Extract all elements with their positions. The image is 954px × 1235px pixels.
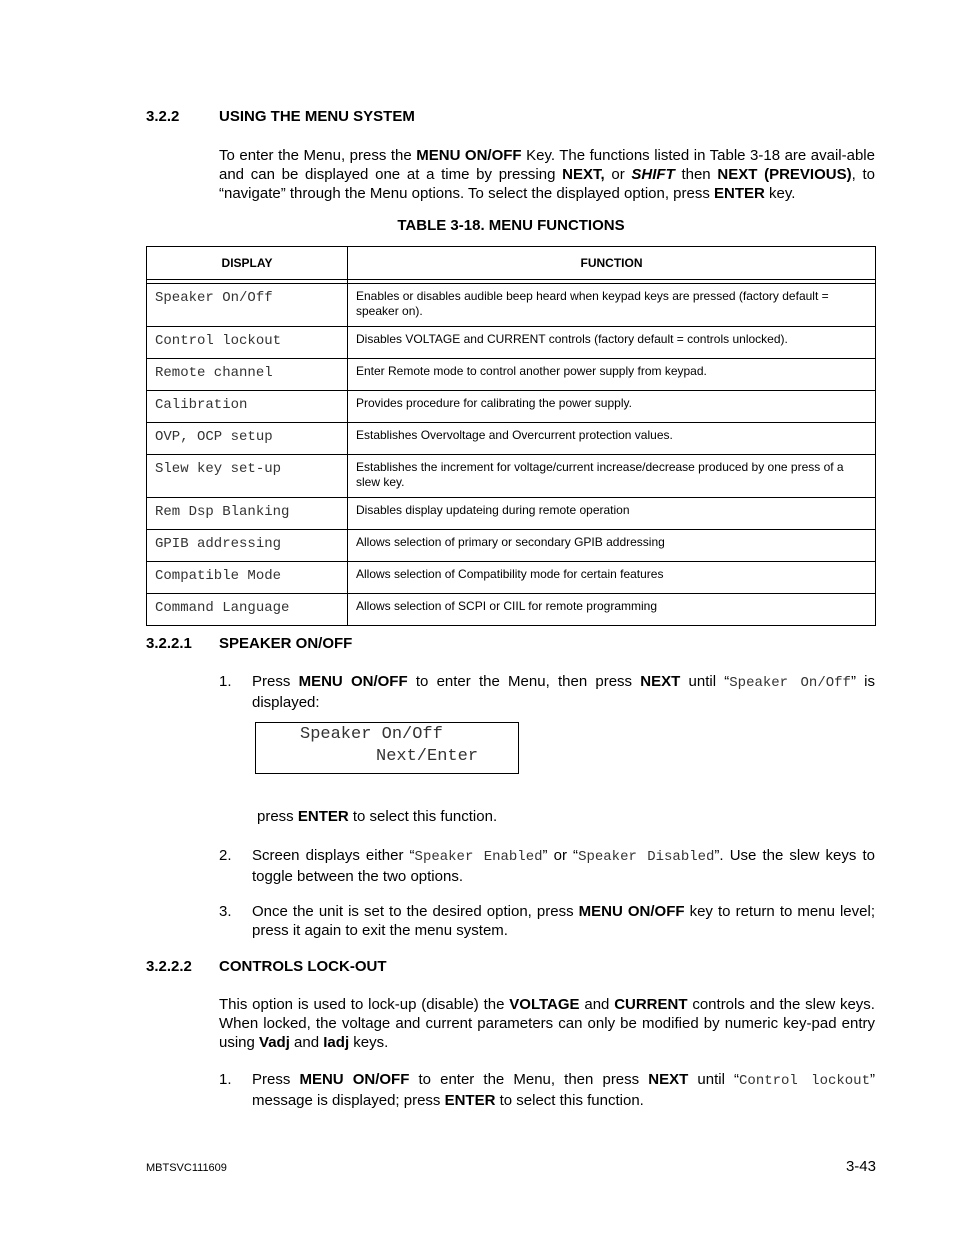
table-row — [147, 594, 876, 626]
section-title: USING THE MENU SYSTEM — [219, 108, 415, 125]
function-cell: Enter Remote mode to control another power supply from keypad. — [348, 359, 876, 391]
press-enter-text: press ENTER to select this function. — [257, 808, 498, 825]
table-row — [147, 391, 876, 423]
lockout-paragraph: This option is used to lock-up (disable) the VOLTAGE and CURRENT controls and the slew keys. When locked, the voltage and current parameters can only be modified by numeric key-pad entry using Vadj and Iadj keys. — [219, 996, 875, 1051]
display-cell: Calibration — [147, 391, 348, 423]
table-row — [147, 423, 876, 455]
header-display: DISPLAY — [147, 247, 348, 280]
function-cell: Establishes Overvoltage and Overcurrent protection values. — [348, 423, 876, 455]
section-number: 3.2.2 — [146, 108, 180, 125]
function-cell: Disables display updateing during remote operation — [348, 498, 876, 530]
table-row — [147, 562, 876, 594]
display-cell: Compatible Mode — [147, 562, 348, 594]
subsection-number: 3.2.2.1 — [146, 635, 192, 652]
subsection-title: SPEAKER ON/OFF — [219, 635, 353, 652]
display-cell: Slew key set-up — [147, 455, 348, 498]
page-number: 3-43 — [845, 1158, 876, 1175]
table-row — [147, 284, 876, 327]
speaker-step-1: 1. Press MENU ON/OFF to enter the Menu, then press NEXT until “Speaker On/Off” is displayed: — [219, 673, 876, 711]
function-cell: Establishes the increment for voltage/current increase/decrease produced by one press of a slew key. — [348, 455, 876, 498]
document-id: MBTSVC111609 — [146, 1162, 227, 1174]
subsection-number: 3.2.2.2 — [146, 958, 192, 975]
lcd-line-1: Speaker On/Off — [300, 725, 443, 744]
display-cell: GPIB addressing — [147, 530, 348, 562]
header-function: FUNCTION — [348, 247, 876, 280]
menu-functions-table — [146, 246, 876, 626]
display-cell: Remote channel — [147, 359, 348, 391]
table-header-row — [147, 247, 876, 280]
step-number: 1. — [219, 1071, 232, 1088]
function-cell: Disables VOLTAGE and CURRENT controls (factory default = controls unlocked). — [348, 327, 876, 359]
table-caption: TABLE 3-18. MENU FUNCTIONS — [397, 217, 625, 234]
display-cell: Speaker On/Off — [147, 284, 348, 327]
lockout-step-1: 1. Press MENU ON/OFF to enter the Menu, then press NEXT until “Control lockout” message is displayed; press ENTER to select this function. — [219, 1071, 875, 1109]
lcd-display — [255, 722, 519, 774]
display-cell: OVP, OCP setup — [147, 423, 348, 455]
table-row — [147, 530, 876, 562]
step-number: 2. — [219, 847, 232, 864]
table-row — [147, 327, 876, 359]
lcd-line-2: Next/Enter — [376, 747, 479, 766]
speaker-step-3: 3. Once the unit is set to the desired option, press MENU ON/OFF key to return to menu level; press it again to exit the menu system. — [219, 903, 875, 939]
function-cell: Enables or disables audible beep heard when keypad keys are pressed (factory default = speaker on). — [348, 284, 876, 327]
intro-paragraph: To enter the Menu, press the MENU ON/OFF Key. The functions listed in Table 3-18 are avail-able and can be displayed one at a time by pressing NEXT, or SHIFT then NEXT (PREVIOUS), to “navigate” through the Menu options. To select the displayed option, press ENTER key. — [219, 147, 875, 202]
table-row — [147, 359, 876, 391]
table-row — [147, 455, 876, 498]
speaker-step-2: 2. Screen displays either “Speaker Enabled” or “Speaker Disabled”. Use the slew keys to toggle between the two options. — [219, 847, 875, 885]
function-cell: Provides procedure for calibrating the power supply. — [348, 391, 876, 423]
table-row — [147, 498, 876, 530]
function-cell: Allows selection of SCPI or CIIL for remote programming — [348, 594, 876, 626]
display-cell: Control lockout — [147, 327, 348, 359]
display-cell: Rem Dsp Blanking — [147, 498, 348, 530]
subsection-title: CONTROLS LOCK-OUT — [219, 958, 387, 975]
function-cell: Allows selection of Compatibility mode for certain features — [348, 562, 876, 594]
step-number: 1. — [219, 673, 232, 690]
display-cell: Command Language — [147, 594, 348, 626]
function-cell: Allows selection of primary or secondary GPIB addressing — [348, 530, 876, 562]
step-number: 3. — [219, 903, 232, 920]
